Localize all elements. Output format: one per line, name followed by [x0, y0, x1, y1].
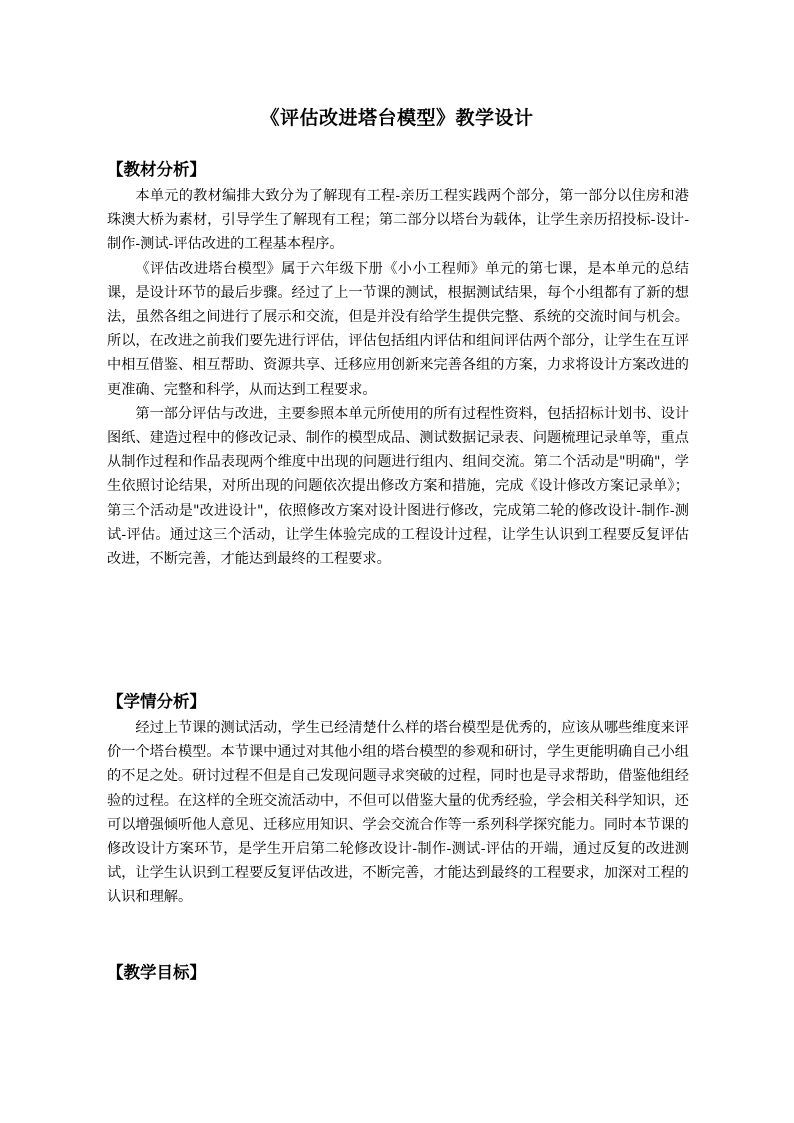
paragraph: 本单元的教材编排大致分为了解现有工程-亲历工程实践两个部分，第一部分以住房和港珠澳大桥为素材，引导学生了解现有工程；第二部分以塔台为载体，让学生亲历招投标-设计-制作-测试-评估改进的工程基本程序。	[107, 188, 689, 253]
section-heading: 【教材分析】	[107, 160, 206, 179]
section-student-analysis	[107, 690, 689, 910]
section-textbook-analysis	[107, 158, 689, 571]
section-teaching-objectives	[107, 961, 689, 985]
paragraph: 经过上节课的测试活动，学生已经清楚什么样的塔台模型是优秀的，应该从哪些维度来评价一个塔台模型。本节课中通过对其他小组的塔台模型的参观和研讨，学生更能明确自己小组的不足之处。研讨过程不但是自己发现问题寻求突破的过程，同时也是寻求帮助，借鉴他组经验的过程。在这样的全班交流活动中，不但可以借鉴大量的优秀经验，学会相关科学知识，还可以增强倾听他人意见、迁移应用知识、学会交流合作等一系列科学探究能力。同时本节课的修改设计方案环节，是学生开启第二轮修改设计-制作-测试-评估的开端，通过反复的改进测试，让学生认识到工程要反复评估改进，不断完善，才能达到最终的工程要求，加深对工程的认识和理解。	[107, 720, 689, 906]
paragraph: 第一部分评估与改进，主要参照本单元所使用的所有过程性资料，包括招标计划书、设计图纸、建造过程中的修改记录、制作的模型成品、测试数据记录表、问题梳理记录单等，重点从制作过程和作品表现两个维度中出现的问题进行组内、组间交流。第二个活动是"明确"，学生依照讨论结果，对所出现的问题依次提出修改方案和措施，完成《设计修改方案记录单》；第三个活动是"改进设计"，依照修改方案对设计图进行修改，完成第二轮的修改设计-制作-测试-评估。通过这三个活动，让学生体验完成的工程设计过程，让学生认识到工程要反复评估改进，不断完善，才能达到最终的工程要求。	[107, 405, 689, 568]
document-title: 《评估改进塔台模型》教学设计	[260, 107, 534, 129]
paragraph: 《评估改进塔台模型》属于六年级下册《小小工程师》单元的第七课，是本单元的总结课，是设计环节的最后步骤。经过了上一节课的测试，根据测试结果，每个小组都有了新的想法，虽然各组之间进行了展示和交流，但是并没有给学生提供完整、系统的交流时间与机会。所以，在改进之前我们要先进行评估，评估包括组内评估和组间评估两个部分，让学生在互评中相互借鉴、相互帮助、资源共享、迁移应用创新来完善各组的方案，力求将设计方案改进的更准确、完整和科学，从而达到工程要求。	[107, 260, 689, 398]
section-heading: 【教学目标】	[107, 963, 206, 982]
section-heading: 【学情分析】	[107, 692, 206, 711]
